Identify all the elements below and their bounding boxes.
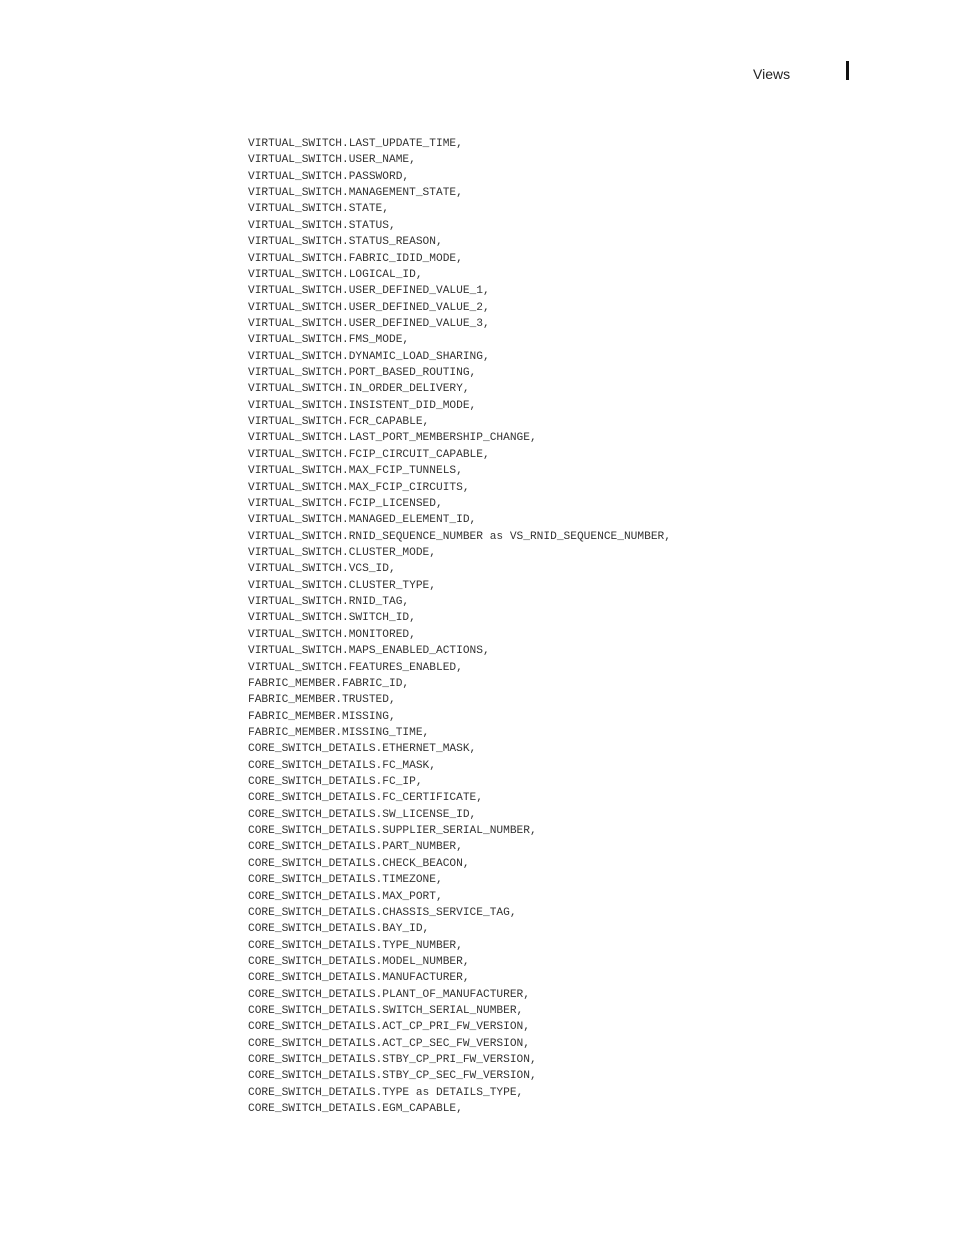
code-line: CORE_SWITCH_DETAILS.FC_IP, <box>248 776 423 789</box>
code-line: VIRTUAL_SWITCH.RNID_TAG, <box>248 596 410 609</box>
code-line: CORE_SWITCH_DETAILS.SUPPLIER_SERIAL_NUMBER, <box>248 825 537 838</box>
code-line: VIRTUAL_SWITCH.VCS_ID, <box>248 563 396 576</box>
code-line: VIRTUAL_SWITCH.CLUSTER_MODE, <box>248 546 436 559</box>
code-line: VIRTUAL_SWITCH.MONITORED, <box>248 628 416 641</box>
code-line: VIRTUAL_SWITCH.PORT_BASED_ROUTING, <box>248 367 477 380</box>
code-line: VIRTUAL_SWITCH.FCR_CAPABLE, <box>248 416 430 429</box>
code-line: VIRTUAL_SWITCH.MANAGEMENT_STATE, <box>248 187 463 200</box>
code-line: CORE_SWITCH_DETAILS.ETHERNET_MASK, <box>248 743 477 756</box>
code-line: CORE_SWITCH_DETAILS.SW_LICENSE_ID, <box>248 808 477 821</box>
code-line: FABRIC_MEMBER.FABRIC_ID, <box>248 677 410 690</box>
code-line: VIRTUAL_SWITCH.FABRIC_IDID_MODE, <box>248 252 463 265</box>
code-line: CORE_SWITCH_DETAILS.TIMEZONE, <box>248 874 443 887</box>
code-line: VIRTUAL_SWITCH.USER_DEFINED_VALUE_2, <box>248 301 490 314</box>
code-line: CORE_SWITCH_DETAILS.PART_NUMBER, <box>248 841 463 854</box>
header-marker-bar <box>846 61 849 80</box>
code-line: VIRTUAL_SWITCH.USER_DEFINED_VALUE_3, <box>248 317 490 330</box>
sql-code-listing <box>248 136 671 1118</box>
code-line: CORE_SWITCH_DETAILS.PLANT_OF_MANUFACTURER, <box>248 988 530 1001</box>
code-line: CORE_SWITCH_DETAILS.STBY_CP_PRI_FW_VERSION, <box>248 1054 537 1067</box>
code-line: CORE_SWITCH_DETAILS.STBY_CP_SEC_FW_VERSION, <box>248 1070 537 1083</box>
code-line: CORE_SWITCH_DETAILS.CHECK_BEACON, <box>248 857 470 870</box>
code-line: VIRTUAL_SWITCH.FMS_MODE, <box>248 334 410 347</box>
page-header-title: Views <box>753 66 791 82</box>
code-line: FABRIC_MEMBER.TRUSTED, <box>248 694 396 707</box>
code-line: CORE_SWITCH_DETAILS.FC_MASK, <box>248 759 436 772</box>
code-line: VIRTUAL_SWITCH.RNID_SEQUENCE_NUMBER as VS_RNID_SEQUENCE_NUMBER, <box>248 530 671 543</box>
code-line: CORE_SWITCH_DETAILS.MAX_PORT, <box>248 890 443 903</box>
code-line: FABRIC_MEMBER.MISSING, <box>248 710 396 723</box>
code-line: VIRTUAL_SWITCH.USER_DEFINED_VALUE_1, <box>248 285 490 298</box>
code-line: CORE_SWITCH_DETAILS.MODEL_NUMBER, <box>248 955 470 968</box>
code-line: VIRTUAL_SWITCH.FEATURES_ENABLED, <box>248 661 463 674</box>
code-line: CORE_SWITCH_DETAILS.SWITCH_SERIAL_NUMBER, <box>248 1005 524 1018</box>
code-line: VIRTUAL_SWITCH.MAX_FCIP_CIRCUITS, <box>248 481 470 494</box>
code-line: VIRTUAL_SWITCH.LAST_UPDATE_TIME, <box>248 138 463 150</box>
code-line: VIRTUAL_SWITCH.STATUS, <box>248 219 396 232</box>
code-line: VIRTUAL_SWITCH.FCIP_LICENSED, <box>248 497 443 510</box>
code-line: CORE_SWITCH_DETAILS.FC_CERTIFICATE, <box>248 792 483 805</box>
code-line: VIRTUAL_SWITCH.DYNAMIC_LOAD_SHARING, <box>248 350 490 363</box>
code-line: CORE_SWITCH_DETAILS.ACT_CP_PRI_FW_VERSION, <box>248 1021 530 1034</box>
code-line: VIRTUAL_SWITCH.CLUSTER_TYPE, <box>248 579 436 592</box>
code-line: VIRTUAL_SWITCH.USER_NAME, <box>248 154 416 167</box>
code-line: CORE_SWITCH_DETAILS.CHASSIS_SERVICE_TAG, <box>248 906 517 919</box>
code-line: VIRTUAL_SWITCH.LAST_PORT_MEMBERSHIP_CHANGE, <box>248 432 537 445</box>
code-line: CORE_SWITCH_DETAILS.EGM_CAPABLE, <box>248 1103 463 1116</box>
code-line: CORE_SWITCH_DETAILS.BAY_ID, <box>248 923 430 936</box>
code-line: VIRTUAL_SWITCH.INSISTENT_DID_MODE, <box>248 399 477 412</box>
code-line: VIRTUAL_SWITCH.LOGICAL_ID, <box>248 268 423 281</box>
code-line: VIRTUAL_SWITCH.IN_ORDER_DELIVERY, <box>248 383 470 396</box>
code-line: CORE_SWITCH_DETAILS.TYPE_NUMBER, <box>248 939 463 952</box>
code-line: VIRTUAL_SWITCH.SWITCH_ID, <box>248 612 416 625</box>
code-line: CORE_SWITCH_DETAILS.TYPE as DETAILS_TYPE, <box>248 1086 524 1099</box>
code-line: VIRTUAL_SWITCH.STATUS_REASON, <box>248 236 443 249</box>
code-line: VIRTUAL_SWITCH.MANAGED_ELEMENT_ID, <box>248 514 477 527</box>
code-line: FABRIC_MEMBER.MISSING_TIME, <box>248 726 430 739</box>
code-line: VIRTUAL_SWITCH.STATE, <box>248 203 389 216</box>
code-line: VIRTUAL_SWITCH.MAPS_ENABLED_ACTIONS, <box>248 645 490 658</box>
code-line: CORE_SWITCH_DETAILS.ACT_CP_SEC_FW_VERSION, <box>248 1037 530 1050</box>
code-line: CORE_SWITCH_DETAILS.MANUFACTURER, <box>248 972 470 985</box>
code-line: VIRTUAL_SWITCH.PASSWORD, <box>248 170 410 183</box>
code-line: VIRTUAL_SWITCH.FCIP_CIRCUIT_CAPABLE, <box>248 448 490 461</box>
code-line: VIRTUAL_SWITCH.MAX_FCIP_TUNNELS, <box>248 465 463 478</box>
